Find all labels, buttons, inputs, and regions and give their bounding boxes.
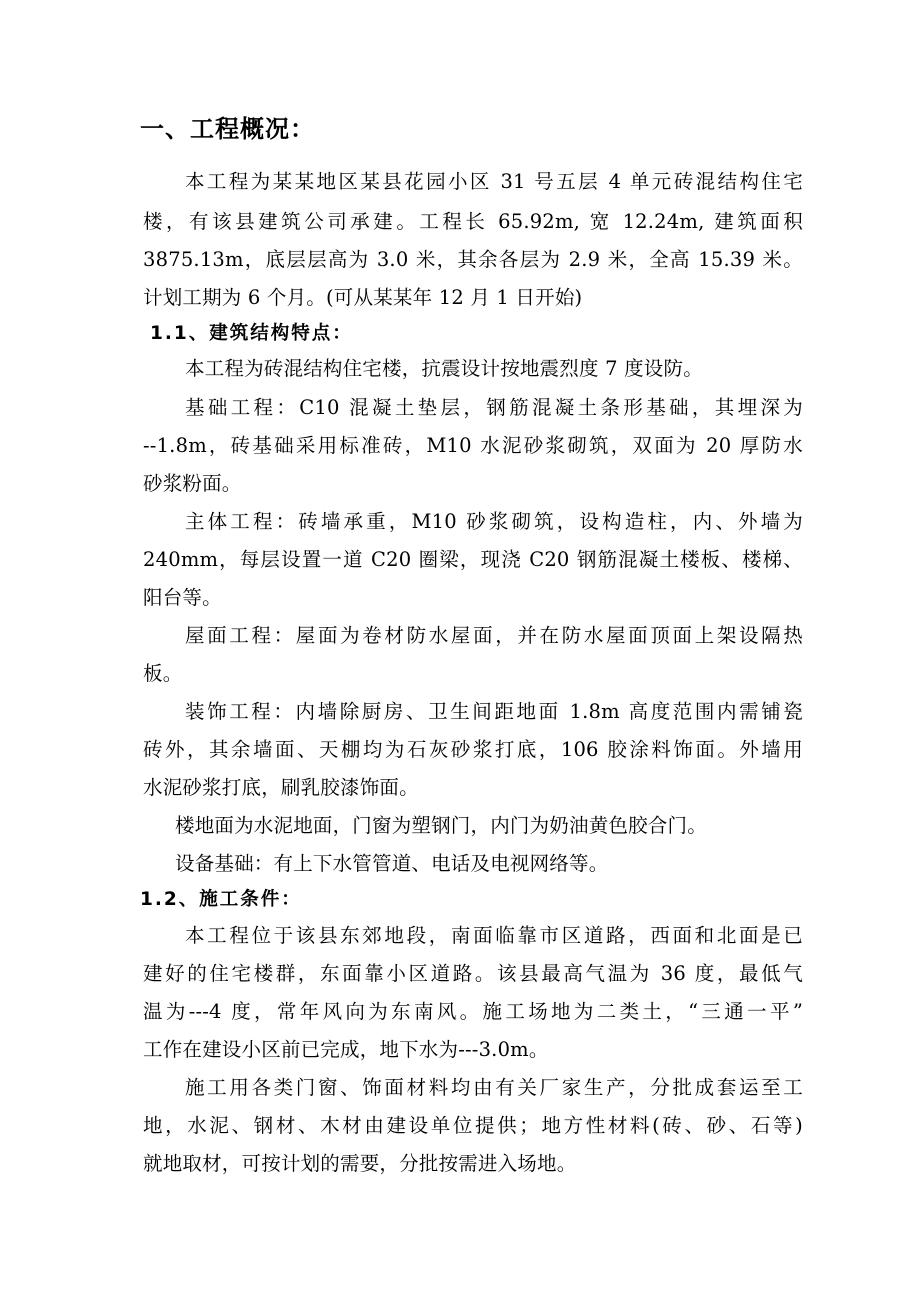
text-line: 设备基础：有上下水管管道、电话及电视网络等。 <box>175 852 609 875</box>
text-line: 阳台等。 <box>143 586 222 609</box>
section-heading-overview: 一、工程概况： <box>140 115 315 143</box>
text-line: 装饰工程：内墙除厨房、卫生间距地面 1.8m 高度范围内需铺瓷 <box>185 700 803 723</box>
text-line: 温为---4 度，常年风向为东南风。施工场地为二类土，“三通一平” <box>143 1000 803 1023</box>
text-line: 基础工程：C10 混凝土垫层，钢筋混凝土条形基础，其埋深为 <box>185 396 803 419</box>
subsection-heading-structure: 1.1、建筑结构特点： <box>150 323 353 344</box>
text-line: 板。 <box>143 662 183 685</box>
text-line: 屋面工程：屋面为卷材防水屋面，并在防水屋面顶面上架设隔热 <box>185 624 803 647</box>
text-line: 水泥砂浆打底，刷乳胶漆饰面。 <box>143 776 419 799</box>
text-line: 工作在建设小区前已完成，地下水为---3.0m。 <box>143 1038 549 1061</box>
subsection-heading-conditions: 1.2、施工条件： <box>140 889 302 910</box>
text-line: 地，水泥、钢材、木材由建设单位提供；地方性材料(砖、砂、石等) <box>143 1114 803 1137</box>
text-line: 建好的住宅楼群，东面靠小区道路。该县最高气温为 36 度，最低气 <box>143 962 803 985</box>
text-line: 3875.13m，底层层高为 3.0 米，其余各层为 2.9 米，全高 15.39 米。 <box>143 248 803 271</box>
text-line: --1.8m，砖基础采用标准砖，M10 水泥砂浆砌筑，双面为 20 厚防水 <box>143 434 803 457</box>
text-line: 就地取材，可按计划的需要，分批按需进入场地。 <box>143 1152 577 1175</box>
text-line: 施工用各类门窗、饰面材料均由有关厂家生产，分批成套运至工 <box>185 1076 803 1099</box>
text-line: 楼，有该县建筑公司承建。工程长 65.92m, 宽 12.24m, 建筑面积 <box>143 210 803 233</box>
text-line: 主体工程：砖墙承重，M10 砂浆砌筑，设构造柱，内、外墙为 <box>185 510 803 533</box>
text-line: 楼地面为水泥地面，门窗为塑钢门，内门为奶油黄色胶合门。 <box>175 814 707 837</box>
text-line: 本工程为砖混结构住宅楼，抗震设计按地震烈度 7 度设防。 <box>185 357 703 380</box>
text-line: 240mm，每层设置一道 C20 圈梁，现浇 C20 钢筋混凝土楼板、楼梯、 <box>143 548 803 571</box>
text-line: 砂浆粉面。 <box>143 472 242 495</box>
text-line: 砖外，其余墙面、天棚均为石灰砂浆打底，106 胶涂料饰面。外墙用 <box>143 738 803 761</box>
text-line: 本工程为某某地区某县花园小区 31 号五层 4 单元砖混结构住宅 <box>185 170 803 193</box>
text-line: 本工程位于该县东郊地段，南面临靠市区道路，西面和北面是已 <box>185 924 803 947</box>
text-line: 计划工期为 6 个月。(可从某某年 12 月 1 日开始) <box>143 286 583 309</box>
